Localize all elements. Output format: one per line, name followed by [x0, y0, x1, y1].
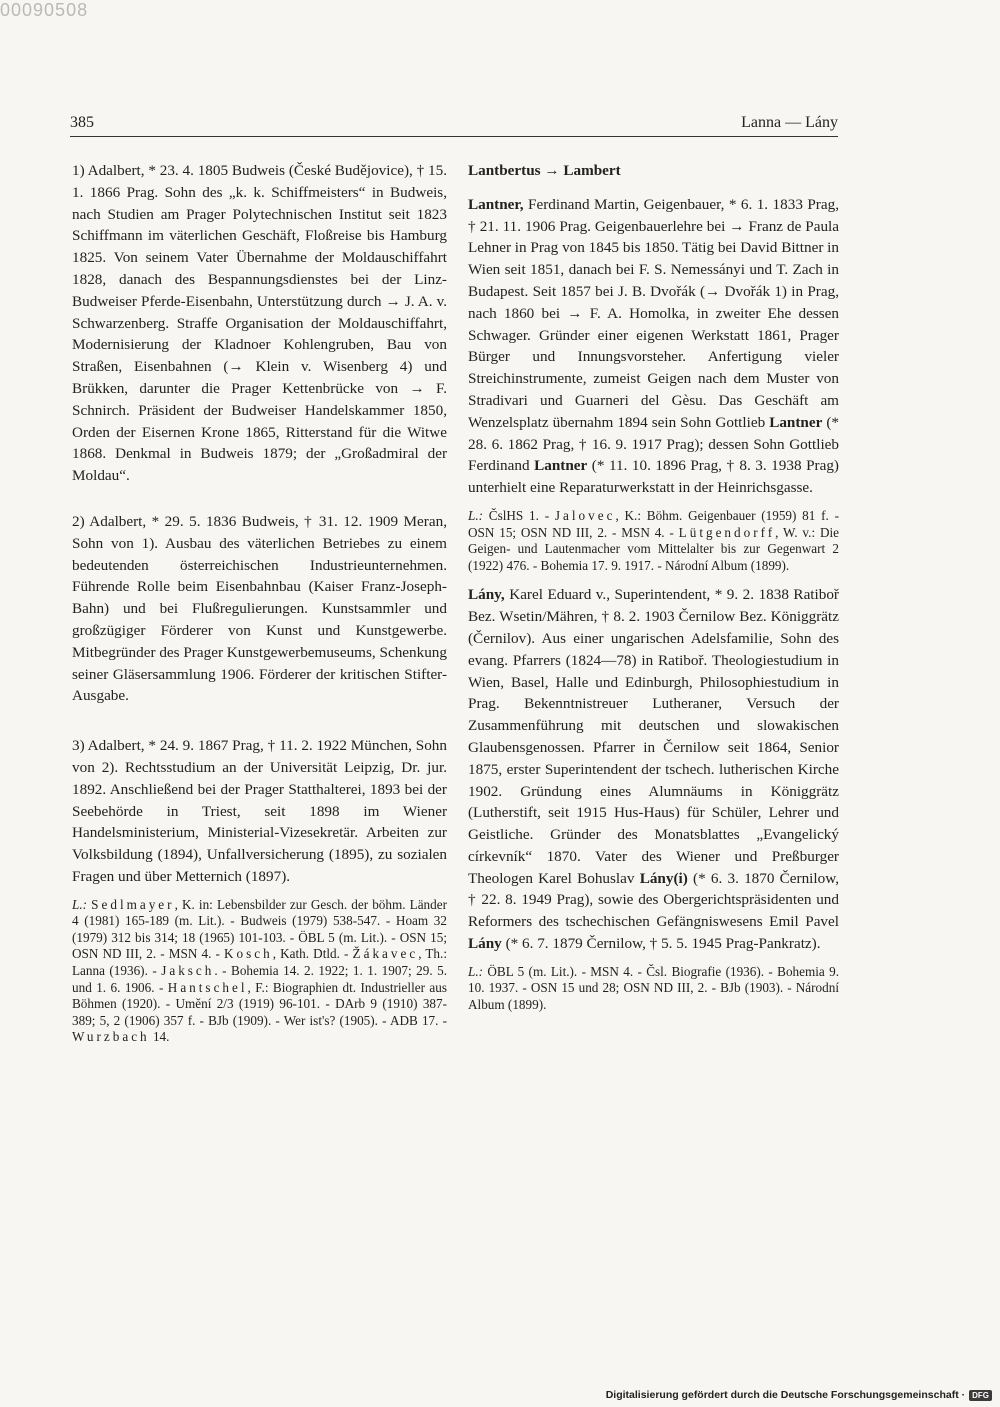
lit-text: , K.: Böhm. Geigenbauer (1959) 81 f. - OSN 15; OSN ND III, 2. - MSN 4. - — [468, 507, 839, 540]
cross-reference: → Lambert — [540, 162, 621, 179]
lit-author: Kosch — [224, 946, 273, 962]
running-header — [70, 112, 838, 137]
lit-text: , F.: Biographien dt. Industrieller aus Böhmen (1920). - Umění 2/3 (1919) 96-101. - DArb 9 (1910) 387-389; 5, 2 (1906) 357 f. - BJb (1909). - Wer ist's? (1905). - ADB 17. - — [72, 979, 447, 1028]
literature-lanna — [72, 897, 447, 1046]
entry-text: (* 6. 7. 1879 Černilow, † 5. 5. 1945 Prag-Pankratz). — [501, 935, 821, 953]
bold-name: Lantner — [534, 457, 588, 475]
entry-lanna-3: 3) Adalbert, * 24. 9. 1867 Prag, † 11. 2. 1922 München, Sohn von 2). Rechtsstudium an der Universität Leipzig, Dr. jur. 1892. Anschließend bei der Prager Statthalterei, 1893 bei der Seebehörde in Triest, seit 1898 im Wiener Handelsministerium, Ministerial-Vizesekretär. Arbeiten zur Volksbildung (1894), Unfallversicherung (1895), zu sozialen Fragen und über Metternich (1897). — [72, 737, 447, 885]
lit-text: , W. v.: Die Geigen- und Lautenmacher vom Mittelalter bis zur Gegenwart 2 (1922) 476. - Bohemia 17. 9. 1917. - Národní Album (1899). — [468, 524, 839, 573]
entry-text: Karel Eduard v., Superintendent, * 9. 2. 1838 Ratiboř Bez. Wsetin/Mähren, † 8. 2. 1903 Černilow Bez. Königgrätz (Černilov). Aus einer ungarischen Adelsfamilie, Sohn des evang. Pfarrers (1824—78) in Ratiboř. Theologiestudium in Wien, Basel, Halle und Edinburgh, Philosophiestudium in Prag. Bekenntnistreuer Lutheraner, Versuch der Zusammenführung mit deutschen und slowakischen Glaubensgenossen. Pfarrer in Černilow seit 1864, Senior 1875, erster Superintendent der tschech. lutherischen Kirche 1902. Gründung eines Alumnäums in Königgrätz (Lutherstift, seit 1915 Hus-Haus) für Schüler, Lehrer und Geistliche. Gründer des Monatsblattes „Evangelický církevník“ 1870. Vater des Wiener und Preßburger Theologen Karel Bohuslav — [468, 586, 839, 887]
lit-text: , Th.: Lanna (1936). - — [72, 946, 447, 979]
entry-headword: Lantbertus — [468, 162, 541, 179]
lit-author: Jaksch — [161, 963, 215, 979]
entry-text: (* 28. 6. 1862 Prag, † 16. 9. 1917 Prag); dessen Sohn Gottlieb Ferdinand — [468, 413, 839, 475]
literature-lany — [468, 964, 839, 1014]
entry-text: (* 6. 3. 1870 Černilow, † 22. 8. 1949 Prag), sowie des Obergerichtspräsidenten und Reformers des tschechischen Gefängniswesens Emil Pavel — [468, 869, 839, 931]
left-column — [72, 160, 447, 1046]
lit-label: L.: — [468, 507, 484, 523]
lit-text: , K. in: Lebensbilder zur Gesch. der böhm. Länder 4 (1981) 165-189 (m. Lit.). - Budweis (1979) 538-547. - Hoam 32 (1979) 312 bis 314; 18 (1965) 101-103. - ÖBL 5 (m. Lit.). - OSN 15; OSN ND III, 2. - MSN 4. - — [72, 896, 447, 962]
lit-author: Lütgendorff — [678, 524, 776, 540]
lit-text: , Kath. Dtld. - — [272, 946, 353, 962]
entry-lantner — [468, 194, 839, 499]
lit-text: ČslHS 1. - — [483, 507, 555, 523]
entry-text: (* 11. 10. 1896 Prag, † 8. 3. 1938 Prag) unterhielt eine Reparaturwerkstatt in der Heinrichsgasse. — [468, 457, 839, 497]
lit-label: L.: — [72, 896, 88, 912]
lit-author: Wurzbach — [72, 1029, 150, 1045]
lit-text: 14. — [149, 1029, 170, 1045]
dfg-logo: DFG — [969, 1390, 992, 1401]
entry-lanna-2: 2) Adalbert, * 29. 5. 1836 Budweis, † 31. 12. 1909 Meran, Sohn von 1). Ausbau des väterlichen Betriebes zu einem bedeutenden österreichischen Industrieunternehmen. Führende Rolle beim Eisenbahnbau (Kaiser Franz-Joseph-Bahn) und bei Flußregulierungen. Kunstsammler und großzügiger Förderer von Kunst und Kunstgewerbe. Mitbegründer des Prager Kunstgewerbemuseums, Schenkung seiner Gläsersammlung 1906. Förderer der kritischen Stifter-Ausgabe. — [72, 512, 447, 705]
bold-name: Lantner — [769, 413, 823, 431]
archive-stamp: 00090508 — [0, 0, 89, 20]
bold-name: Lány(i) — [639, 869, 688, 887]
lit-author: Jalovec — [554, 507, 616, 523]
lit-author: Žákavec — [352, 946, 419, 962]
lit-text: . - Bohemia 14. 2. 1922; 1. 1. 1907; 29. 5. und 1. 6. 1906. - — [72, 963, 447, 995]
page-number: 385 — [70, 114, 94, 131]
entry-headword: Lány, — [468, 586, 505, 604]
entry-text: Ferdinand Martin, Geigenbauer, * 6. 1. 1833 Prag, † 21. 11. 1906 Prag. Geigenbauerlehre bei → Franz de Paula Lehner in Prag von 1845 bis 1850. Tätig bei David Bittner in Wien seit 1851, danach bei F. S. Nemessányi und T. Zach in Budapest. Seit 1857 bei J. B. Dvořák (→ Dvořák 1) in Prag, nach 1860 bei → F. A. Homolka, in zweiter Ehe dessen Schwager. Gründer einer eigenen Werkstatt 1861, Prager Bürger und Innungsvorsteher. Anfertigung vieler Streichinstrumente, zumeist Geigen nach dem Muster von Stradivari und Guarneri del Gèsu. Das Geschäft am Wenzelsplatz übernahm 1894 sein Sohn Gottlieb — [468, 195, 839, 431]
lit-author: Hantschel — [167, 979, 248, 995]
entry-lanna-1: 1) Adalbert, * 23. 4. 1805 Budweis (České Budějovice), † 15. 1. 1866 Prag. Sohn des „k. k. Schiffmeisters“ in Budweis, nach Studien am Prager Polytechnischen Institut seit 1823 Schiffmann im väterlichen Geschäft, Floßreise bis Hamburg 1825. Von seinem Vater Übernahme der Moldauschiffahrt 1828, danach des Bespannungsdienstes bei der Linz-Budweiser Pferde-Eisenbahn, Unterstützung durch → J. A. v. Schwarzenberg. Straffe Organisation der Moldauschiffahrt, Modernisierung der Kladnoer Kohlengruben, Bau von Straßen, Eisenbahnen (→ Klein v. Wisenberg 4) und Brükken, darunter die Prager Kettenbrücke von → F. Schnirch. Präsident der Budweiser Handelskammer 1850, Orden der Eisernen Krone 1865, Ritterstand für die Witwe 1868. Denkmal in Budweis 1879; der „Großadmiral der Moldau“. — [72, 162, 447, 485]
funding-footer — [606, 1389, 992, 1401]
running-title: Lanna — Lány — [741, 114, 838, 131]
footer-text: Digitalisierung gefördert durch die Deutsche Forschungsgemeinschaft · — [605, 1389, 966, 1401]
entry-lany — [468, 584, 839, 955]
right-column — [468, 160, 839, 1014]
entry-lantbertus — [468, 160, 839, 182]
entry-headword: Lantner, — [468, 195, 524, 213]
literature-lantner — [468, 508, 839, 574]
lit-label: L.: — [468, 963, 484, 979]
bold-name: Lány — [468, 935, 502, 953]
lit-text: ÖBL 5 (m. Lit.). - MSN 4. - Čsl. Biografie (1936). - Bohemia 9. 10. 1937. - OSN 15 und 28; OSN ND III, 2. - BJb (1903). - Národní Album (1899). — [468, 963, 839, 1013]
lit-author: Sedlmayer — [91, 896, 175, 912]
